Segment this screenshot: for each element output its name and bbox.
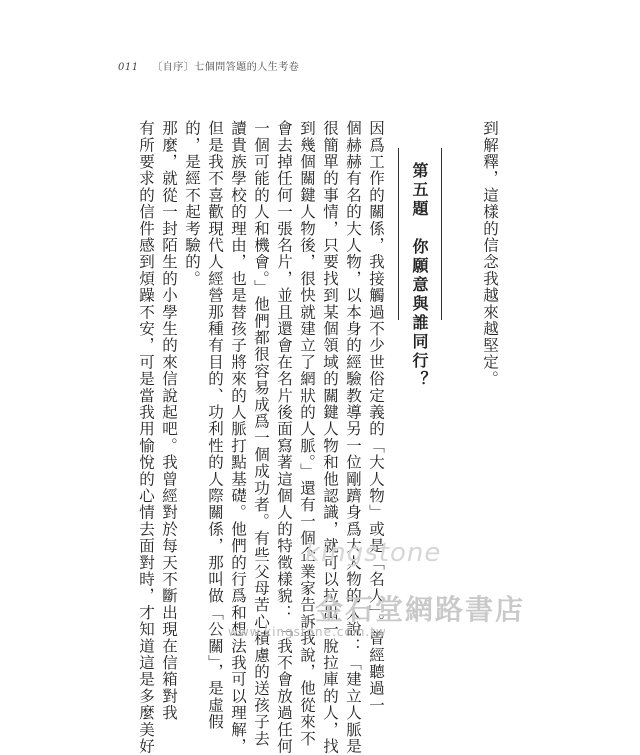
body-column-1: 到解釋，這樣的信念我越來越堅定。 [481, 120, 499, 388]
body-column-6: 會去掉任何一張名片，並且還會在名片後面寫著這個人的特徵樣貌：「我不會放過任何 [275, 120, 293, 755]
body-column-3: 個赫赫有名的大人物，以本身的經驗教導另一位剛躋身爲大人物的人說：「建立人脈是 [344, 120, 362, 755]
body-column-9: 但是我不喜歡現代人經營那種有目的、功利性的人際關係，那叫做「公關」，是虛假 [206, 120, 224, 731]
watermark-english: kingstone [305, 538, 442, 568]
heading-rule-right [441, 148, 442, 320]
body-column-8: 讀貴族學校的理由，也是替孩子將來的人脈打點基礎。他們的行爲和想法我可以理解， [229, 120, 247, 755]
body-column-5: 到幾個關鍵人物後，很快就建立了網狀的人脈。」還有一個企業家告訴我說，他從來不 [298, 120, 316, 747]
running-header [118, 58, 299, 73]
section-heading: 第五題 你願意與誰同行？ [410, 162, 429, 390]
running-title: 〔自序〕七個問答題的人生考卷 [152, 62, 300, 73]
body-column-4: 很簡單的事情，只要找到某個領域的關鍵人物和他認識，就可以拉出一脫拉庫的人，找 [321, 120, 339, 755]
heading-rule-left [398, 148, 399, 320]
body-column-12: 有所要求的信件感到煩躁不安，可是當我用愉悅的心情去面對時，才知道這是多麼美好 [137, 120, 155, 755]
body-column-10: 的，是經不起考驗的。 [183, 120, 201, 287]
body-column-7: 一個可能的人和機會。」他們都很容易成爲一個成功者。有些父母苦心積慮的送孩子去 [252, 120, 270, 747]
watermark-chinese: 金石堂網路書店 [314, 593, 525, 626]
watermark-url: www.kingstone.com.tw [228, 625, 387, 639]
body-column-2: 因爲工作的關係，我接觸過不少世俗定義的「大人物」或是「名人」。曾經聽過一 [367, 120, 385, 714]
body-column-11: 那麼，就從一封陌生的小學生的來信說起吧。我曾經對於每天不斷出現在信箱對我 [160, 120, 178, 722]
page-number: 011 [118, 62, 139, 73]
